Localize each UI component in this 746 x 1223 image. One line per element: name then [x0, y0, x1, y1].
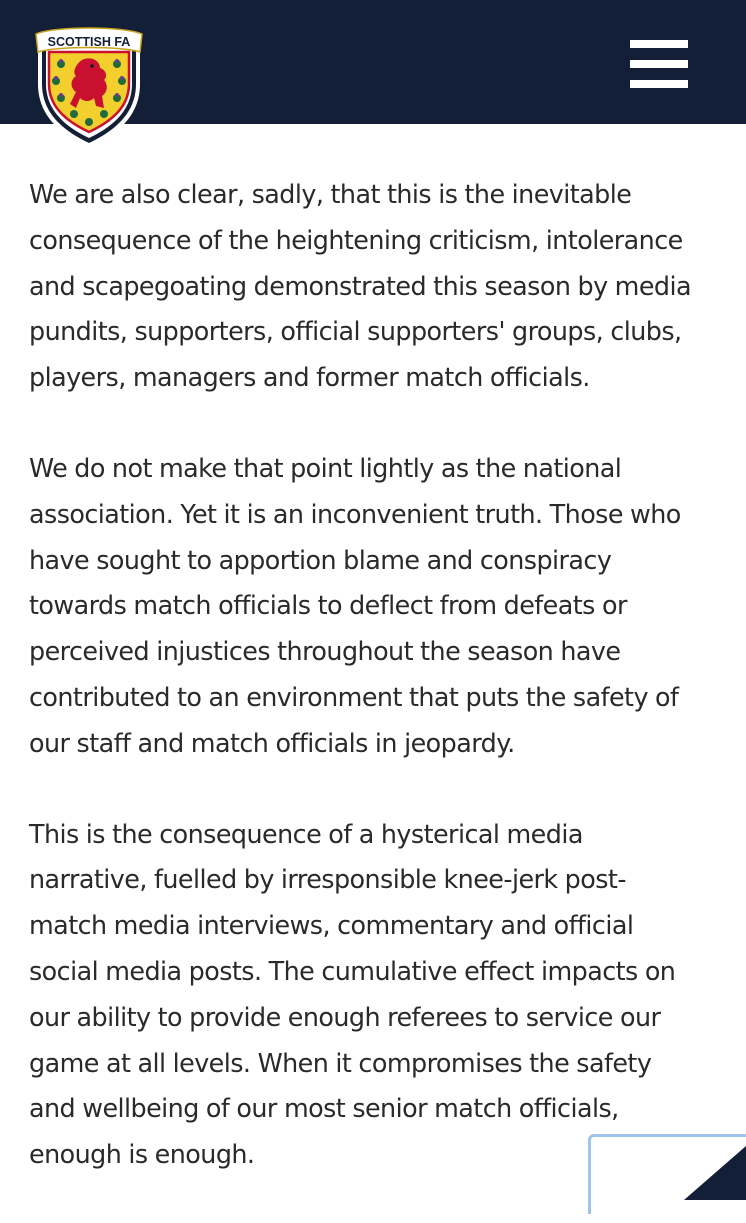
text-line: We do not make that point lightly as the national	[29, 452, 622, 483]
hamburger-menu-icon-bar	[630, 80, 688, 88]
text-line: our staff and match officials in jeopardy.	[29, 727, 515, 758]
text-line: We are also clear, sadly, that this is the inevitable	[29, 179, 632, 209]
hamburger-menu-icon	[630, 40, 688, 48]
text-line: game at all levels. When it compromises the safety	[29, 1047, 652, 1078]
text-line: narrative, fuelled by irresponsible knee-jerk post-	[29, 864, 626, 895]
page-curl-icon	[684, 1146, 746, 1200]
text-line: and scapegoating demonstrated this season by media	[29, 270, 692, 301]
logo-text: SCOTTISH FA	[47, 35, 131, 49]
floating-corner-widget[interactable]	[588, 1134, 746, 1214]
text-line: This is the consequence of a hysterical media	[29, 818, 583, 849]
crest-icon	[34, 26, 144, 150]
text-line: match media interviews, commentary and official	[29, 910, 634, 941]
text-line: players, managers and former match officials.	[29, 362, 590, 393]
text-line: enough is enough.	[29, 1139, 255, 1170]
text-line: towards match officials to deflect from defeats or	[29, 590, 627, 621]
text-line: our ability to provide enough referees to service our	[29, 1001, 661, 1032]
text-line: consequence of the heightening criticism, intolerance	[29, 224, 683, 255]
text-line: social media posts. The cumulative effect impacts on	[29, 955, 676, 986]
scottish-fa-logo[interactable]	[34, 26, 144, 150]
hamburger-menu-icon-bar	[630, 60, 688, 68]
paragraph	[29, 446, 729, 767]
text-line: have sought to apportion blame and conspiracy	[29, 544, 612, 575]
text-line: pundits, supporters, official supporters' groups, clubs,	[29, 316, 682, 347]
article-body	[29, 172, 729, 1223]
text-line: perceived injustices throughout the season have	[29, 636, 621, 667]
text-line: and wellbeing of our most senior match officials,	[29, 1093, 619, 1124]
text-line: contributed to an environment that puts the safety of	[29, 681, 679, 712]
text-line: association. Yet it is an inconvenient truth. Those who	[29, 498, 681, 529]
paragraph	[29, 172, 729, 401]
paragraph	[29, 812, 729, 1178]
hamburger-menu-button[interactable]	[626, 38, 692, 90]
